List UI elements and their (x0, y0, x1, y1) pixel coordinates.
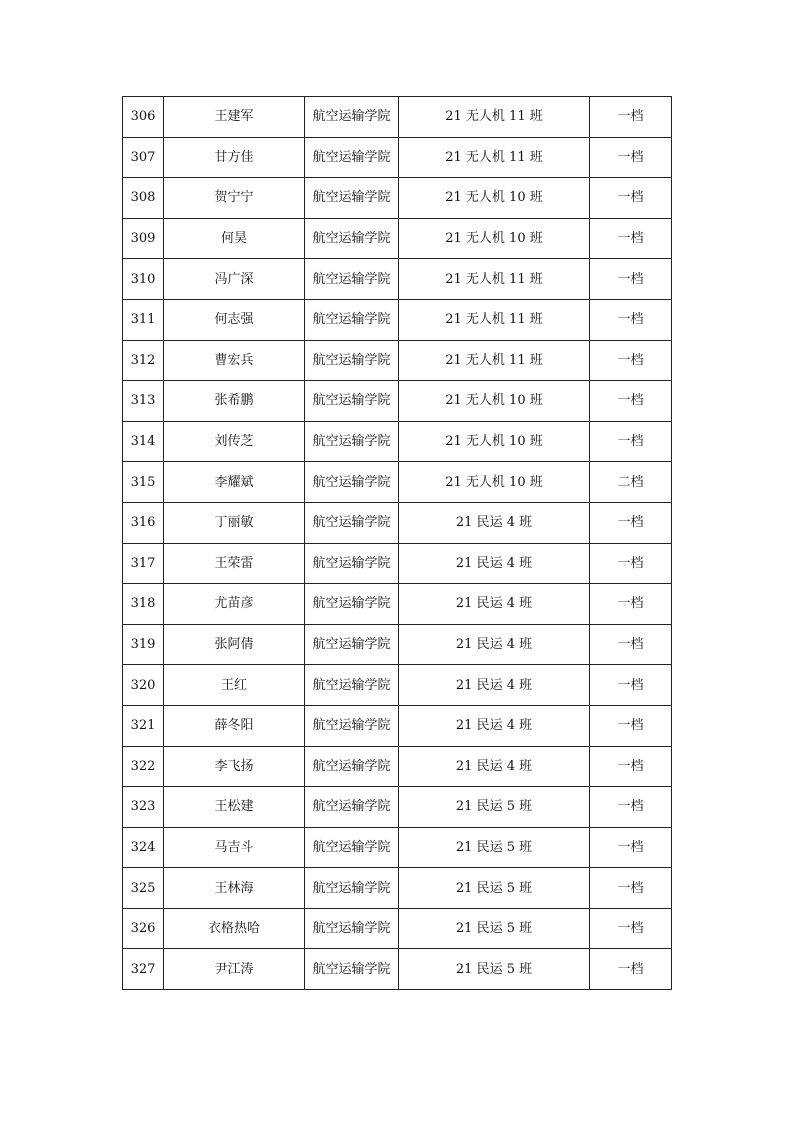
table-row (123, 502, 672, 543)
table-row (123, 665, 672, 706)
class-name: 21 民运 4 班 (399, 543, 590, 584)
student-name: 李耀斌 (164, 462, 305, 503)
class-name: 21 无人机 10 班 (399, 381, 590, 422)
row-number: 319 (123, 624, 164, 665)
row-number: 309 (123, 218, 164, 259)
grade-level: 一档 (590, 340, 672, 381)
college-name: 航空运输学院 (305, 787, 399, 828)
row-number: 323 (123, 787, 164, 828)
college-name: 航空运输学院 (305, 178, 399, 219)
college-name: 航空运输学院 (305, 584, 399, 625)
class-name: 21 无人机 10 班 (399, 462, 590, 503)
grade-level: 一档 (590, 218, 672, 259)
grade-level: 二档 (590, 462, 672, 503)
college-name: 航空运输学院 (305, 381, 399, 422)
student-name: 马吉斗 (164, 827, 305, 868)
table-row (123, 787, 672, 828)
grade-level: 一档 (590, 949, 672, 990)
table-row (123, 421, 672, 462)
college-name: 航空运输学院 (305, 502, 399, 543)
row-number: 306 (123, 97, 164, 138)
class-name: 21 民运 5 班 (399, 949, 590, 990)
table-row (123, 949, 672, 990)
class-name: 21 无人机 10 班 (399, 178, 590, 219)
class-name: 21 民运 4 班 (399, 502, 590, 543)
grade-level: 一档 (590, 137, 672, 178)
row-number: 314 (123, 421, 164, 462)
table-row (123, 908, 672, 949)
table-row (123, 178, 672, 219)
class-name: 21 无人机 11 班 (399, 259, 590, 300)
college-name: 航空运输学院 (305, 97, 399, 138)
college-name: 航空运输学院 (305, 462, 399, 503)
student-name: 王松建 (164, 787, 305, 828)
table-row (123, 584, 672, 625)
grade-level: 一档 (590, 665, 672, 706)
class-name: 21 民运 4 班 (399, 584, 590, 625)
class-name: 21 民运 4 班 (399, 624, 590, 665)
college-name: 航空运输学院 (305, 746, 399, 787)
class-name: 21 无人机 11 班 (399, 97, 590, 138)
student-name: 丁丽敏 (164, 502, 305, 543)
row-number: 325 (123, 868, 164, 909)
table-row (123, 218, 672, 259)
student-name: 甘方佳 (164, 137, 305, 178)
table-row (123, 746, 672, 787)
row-number: 315 (123, 462, 164, 503)
student-name: 冯广深 (164, 259, 305, 300)
grade-level: 一档 (590, 827, 672, 868)
table-row (123, 381, 672, 422)
class-name: 21 民运 5 班 (399, 868, 590, 909)
row-number: 327 (123, 949, 164, 990)
class-name: 21 民运 5 班 (399, 827, 590, 868)
college-name: 航空运输学院 (305, 908, 399, 949)
grade-level: 一档 (590, 97, 672, 138)
class-name: 21 民运 4 班 (399, 746, 590, 787)
grade-level: 一档 (590, 705, 672, 746)
grade-level: 一档 (590, 421, 672, 462)
row-number: 316 (123, 502, 164, 543)
college-name: 航空运输学院 (305, 705, 399, 746)
row-number: 324 (123, 827, 164, 868)
college-name: 航空运输学院 (305, 624, 399, 665)
table-row (123, 259, 672, 300)
grade-level: 一档 (590, 299, 672, 340)
college-name: 航空运输学院 (305, 137, 399, 178)
row-number: 322 (123, 746, 164, 787)
row-number: 307 (123, 137, 164, 178)
student-grade-table (122, 96, 672, 990)
row-number: 321 (123, 705, 164, 746)
class-name: 21 民运 5 班 (399, 787, 590, 828)
grade-level: 一档 (590, 178, 672, 219)
class-name: 21 无人机 11 班 (399, 340, 590, 381)
student-name: 尹江涛 (164, 949, 305, 990)
student-name: 王林海 (164, 868, 305, 909)
grade-level: 一档 (590, 746, 672, 787)
row-number: 326 (123, 908, 164, 949)
student-name: 尤苗彦 (164, 584, 305, 625)
table-row (123, 340, 672, 381)
student-name: 李飞扬 (164, 746, 305, 787)
college-name: 航空运输学院 (305, 827, 399, 868)
college-name: 航空运输学院 (305, 949, 399, 990)
grade-level: 一档 (590, 381, 672, 422)
row-number: 312 (123, 340, 164, 381)
class-name: 21 无人机 11 班 (399, 137, 590, 178)
row-number: 318 (123, 584, 164, 625)
student-name: 张希鹏 (164, 381, 305, 422)
college-name: 航空运输学院 (305, 543, 399, 584)
student-name: 何志强 (164, 299, 305, 340)
college-name: 航空运输学院 (305, 299, 399, 340)
grade-level: 一档 (590, 624, 672, 665)
college-name: 航空运输学院 (305, 218, 399, 259)
student-name: 薛冬阳 (164, 705, 305, 746)
grade-level: 一档 (590, 908, 672, 949)
row-number: 320 (123, 665, 164, 706)
table-row (123, 868, 672, 909)
table-row (123, 827, 672, 868)
row-number: 308 (123, 178, 164, 219)
class-name: 21 无人机 10 班 (399, 218, 590, 259)
table-row (123, 299, 672, 340)
table-row (123, 705, 672, 746)
grade-level: 一档 (590, 787, 672, 828)
class-name: 21 无人机 11 班 (399, 299, 590, 340)
college-name: 航空运输学院 (305, 868, 399, 909)
class-name: 21 民运 4 班 (399, 705, 590, 746)
grade-level: 一档 (590, 502, 672, 543)
college-name: 航空运输学院 (305, 421, 399, 462)
grade-level: 一档 (590, 543, 672, 584)
table-row (123, 137, 672, 178)
row-number: 317 (123, 543, 164, 584)
table-row (123, 543, 672, 584)
row-number: 311 (123, 299, 164, 340)
table-row (123, 624, 672, 665)
grade-level: 一档 (590, 584, 672, 625)
student-name: 王建军 (164, 97, 305, 138)
class-name: 21 民运 5 班 (399, 908, 590, 949)
student-name: 刘传芝 (164, 421, 305, 462)
student-name: 贺宁宁 (164, 178, 305, 219)
student-name: 何昊 (164, 218, 305, 259)
student-name: 曹宏兵 (164, 340, 305, 381)
student-name: 衣格热哈 (164, 908, 305, 949)
student-name: 张阿倩 (164, 624, 305, 665)
class-name: 21 无人机 10 班 (399, 421, 590, 462)
table-row (123, 462, 672, 503)
college-name: 航空运输学院 (305, 259, 399, 300)
student-name: 王荣雷 (164, 543, 305, 584)
row-number: 310 (123, 259, 164, 300)
row-number: 313 (123, 381, 164, 422)
college-name: 航空运输学院 (305, 340, 399, 381)
class-name: 21 民运 4 班 (399, 665, 590, 706)
grade-level: 一档 (590, 868, 672, 909)
grade-level: 一档 (590, 259, 672, 300)
student-name: 王红 (164, 665, 305, 706)
college-name: 航空运输学院 (305, 665, 399, 706)
table-row (123, 97, 672, 138)
